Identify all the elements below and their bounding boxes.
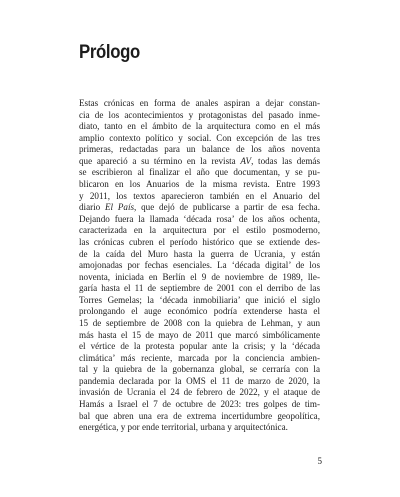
- text-line: tal y la quiebra de la gobernanza global, se cerraría con la: [79, 364, 320, 375]
- chapter-title: Prólogo: [79, 41, 140, 63]
- text-line: 15 de septiembre de 2008 con la quiebra de Lehman, y aun: [79, 317, 320, 328]
- text-line: Estas crónicas en forma de anales aspiran a dejar constan-: [79, 98, 320, 108]
- publication-name: AV: [240, 155, 252, 166]
- text-line: de la caída del Muro hasta la guerra de Ucrania, y están: [79, 248, 320, 259]
- text-line: más hasta el 15 de mayo de 2011 que marcó simbólicamente: [79, 329, 320, 340]
- text-line: prolongando el auge económico podría extenderse hasta el: [79, 306, 320, 317]
- text-line: se escribieron al finalizar el año que documentan, y se pu-: [79, 167, 320, 178]
- text-line: energética, y por ende territorial, urbana y arquitectónica.: [79, 422, 288, 433]
- text-line: cia de los acontecimientos y protagonistas del pasado inme-: [79, 109, 320, 120]
- text-line: caracterizada en la arquitectura por el estilo posmoderno,: [79, 225, 320, 236]
- text-line: invasión de Ucrania el 24 de febrero de 2022, y el ataque de: [79, 387, 320, 398]
- text-line: Torres Gemelas; la ‘década inmobiliaria’ que inició el siglo: [79, 294, 320, 305]
- text-line: blicaron en los Anuarios de la misma revista. Entre 1993: [79, 179, 320, 190]
- text-line: amojonadas por fechas esenciales. La ‘década digital’ de los: [79, 260, 320, 271]
- prologue-text: [79, 98, 320, 434]
- text-line: diario El País, que dejó de publicarse a partir de esa fecha.: [79, 202, 320, 213]
- text-line: noventa, iniciada en Berlín el 9 de noviembre de 1989, lle-: [79, 271, 320, 282]
- text-line: garía hasta el 11 de septiembre de 2001 con el derribo de las: [79, 283, 320, 294]
- text-line: Dejando fuera la llamada ‘década rosa’ de los años ochenta,: [79, 213, 320, 224]
- text-line: pandemia declarada por la OMS el 11 de marzo de 2020, la: [79, 375, 320, 386]
- text-line: y 2011, los textos aparecieron también en el Anuario del: [79, 190, 320, 201]
- page-number: 5: [317, 456, 322, 466]
- text-line: que apareció a su término en la revista AV, todas las demás: [79, 155, 321, 166]
- text-line: diato, tanto en el ámbito de la arquitectura como en el más: [79, 121, 320, 132]
- text-line: Hamás a Israel el 7 de octubre de 2023: tres golpes de tim-: [79, 399, 320, 410]
- text-line: climática’ más reciente, marcada por la conciencia ambien-: [79, 352, 320, 363]
- text-line: las crónicas cubren el período histórico que se extiende des-: [79, 236, 320, 247]
- text-line: el vértice de la protesta popular ante la crisis; y la ‘década: [79, 341, 320, 352]
- text-line: amplio contexto político y social. Con excepción de las tres: [79, 132, 320, 143]
- text-line: primeras, redactadas para un balance de los años noventa: [79, 144, 320, 155]
- publication-name: El País: [105, 202, 135, 213]
- text-line: bal que abren una era de extrema incertidumbre geopolítica,: [79, 410, 320, 421]
